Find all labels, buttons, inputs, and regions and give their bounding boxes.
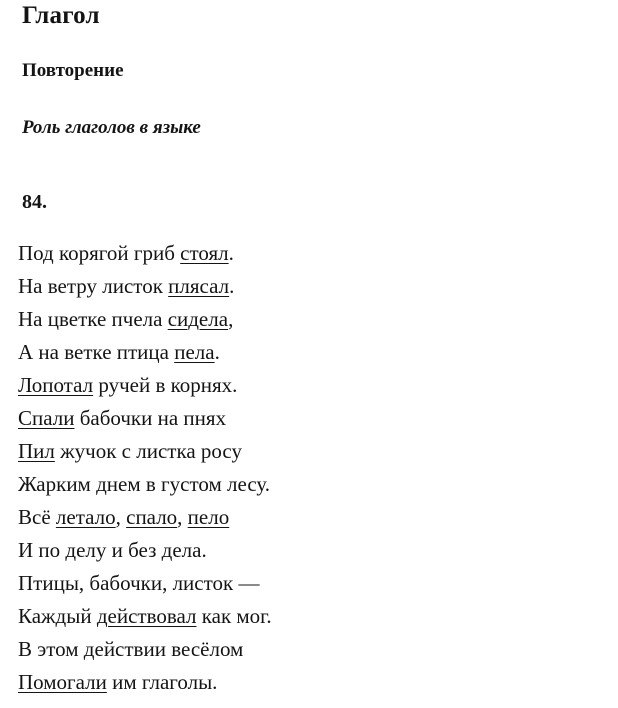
chapter-title: Глагол (22, 2, 100, 29)
poem-line (18, 435, 272, 468)
poem-text: Всё (18, 505, 56, 529)
poem-line (18, 402, 272, 435)
poem-text: ручей в корнях. (93, 373, 238, 397)
poem (18, 237, 272, 699)
poem-text: . (214, 340, 220, 364)
poem-text: Под корягой гриб (18, 241, 181, 265)
poem-text: , (115, 505, 127, 529)
underlined-verb: Пил (18, 439, 55, 463)
poem-line (18, 468, 272, 501)
poem-text: жучок с листка росу (54, 439, 242, 463)
poem-line (18, 633, 272, 666)
poem-text: На цветке пчела (18, 307, 168, 331)
poem-line (18, 501, 272, 534)
poem-line (18, 534, 272, 567)
poem-text: Каждый (18, 604, 97, 628)
poem-line (18, 237, 272, 270)
poem-line (18, 369, 272, 402)
underlined-verb: Спали (18, 406, 75, 430)
poem-text: И по делу и без дела. (18, 538, 207, 562)
poem-text: На ветру листок (18, 274, 169, 298)
underlined-verb: пело (187, 505, 230, 529)
underlined-verb: летало (55, 505, 116, 529)
underlined-verb: пела (174, 340, 215, 364)
poem-text: как мог. (196, 604, 272, 628)
poem-line (18, 600, 272, 633)
poem-text: Жарким днем в густом лесу. (18, 472, 271, 496)
poem-line (18, 567, 272, 600)
poem-text: , (228, 307, 234, 331)
poem-text: , (177, 505, 188, 529)
poem-text: . (229, 274, 235, 298)
poem-text: Птицы, бабочки, листок — (18, 571, 260, 595)
poem-line (18, 270, 272, 303)
poem-text: В этом действии весёлом (18, 637, 244, 661)
underlined-verb: сидела (167, 307, 229, 331)
underlined-verb: действовал (96, 604, 197, 628)
underlined-verb: спало (126, 505, 178, 529)
poem-text: А на ветке птица (18, 340, 175, 364)
underlined-verb: плясал (168, 274, 230, 298)
poem-line (18, 336, 272, 369)
section-title: Повторение (22, 60, 124, 81)
poem-text: . (228, 241, 234, 265)
exercise-number: 84. (22, 191, 47, 213)
poem-line (18, 666, 272, 699)
poem-line (18, 303, 272, 336)
poem-text: им глаголы. (106, 670, 218, 694)
underlined-verb: Помогали (18, 670, 107, 694)
underlined-verb: Лопотал (18, 373, 94, 397)
underlined-verb: стоял (180, 241, 229, 265)
subsection-title: Роль глаголов в языке (22, 117, 201, 138)
poem-text: бабочки на пнях (74, 406, 227, 430)
